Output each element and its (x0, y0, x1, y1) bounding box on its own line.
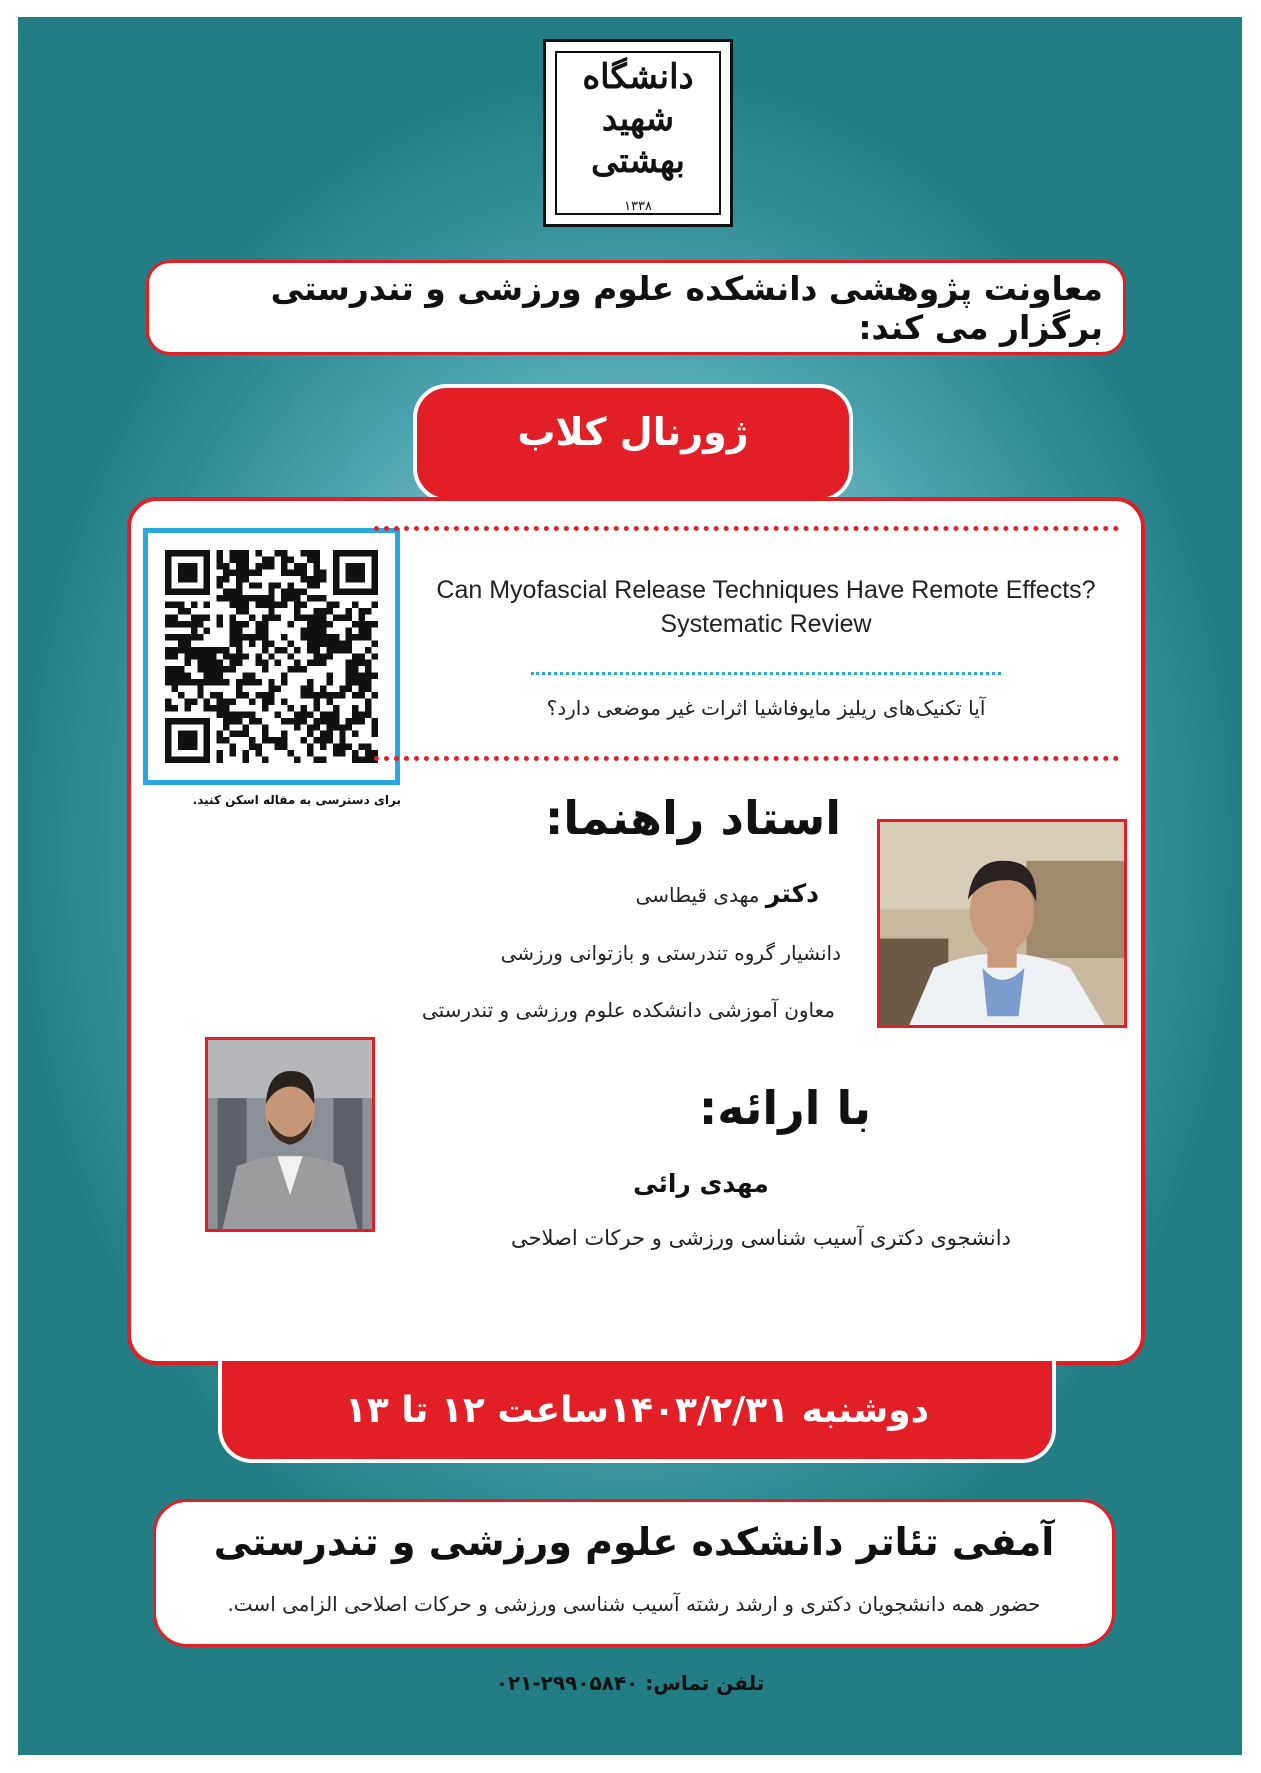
event-type-label: ژورنال کلاب (517, 410, 749, 454)
presenter-name: مهدی رائی (633, 1169, 769, 1198)
date-bar (218, 1361, 1056, 1463)
contact-line (18, 1671, 1242, 1695)
divider-bottom (374, 756, 1119, 761)
article-title-en-line2: Systematic Review (660, 610, 872, 638)
date-text: دوشنبه ۱۴۰۳/۲/۳۱ساعت ۱۲ تا ۱۳ (344, 1389, 930, 1431)
contact-label: تلفن تماس: (645, 1671, 765, 1695)
contact-phone[interactable]: ۰۲۱-۲۹۹۰۵۸۴۰ (495, 1671, 639, 1695)
article-title-en-line1: Can Myofascial Release Techniques Have Remote Effects? (436, 576, 1096, 604)
presenter-photo (205, 1037, 375, 1232)
main-card (127, 497, 1145, 1365)
university-logo (543, 39, 733, 227)
supervisor-heading: استاد راهنما: (544, 791, 841, 845)
event-type-tab (413, 384, 853, 502)
venue-title: آمفی تئاتر دانشکده علوم ورزشی و تندرستی (213, 1520, 1055, 1564)
supervisor-title-prefix: دکتر (765, 879, 819, 908)
article-title-en (421, 573, 1111, 641)
logo-text (546, 56, 730, 182)
presenter-photo-icon (208, 1040, 372, 1229)
article-title-fa: آیا تکنیک‌های ریلیز مایوفاشیا اثرات غیر موضعی دارد؟ (546, 696, 986, 720)
logo-line-1: دانشگاه (582, 57, 694, 97)
header-text: معاونت پژوهشی دانشکده علوم ورزشی و تندرستی برگزار می کند: (270, 268, 1103, 347)
qr-code-icon[interactable] (165, 550, 378, 763)
poster (18, 17, 1242, 1755)
supervisor-name: مهدی قیطاسی (635, 883, 760, 907)
header-box (146, 260, 1126, 355)
logo-line-3: بهشتی (590, 141, 686, 181)
supervisor-role-2: معاون آموزشی دانشکده علوم ورزشی و تندرستی (421, 998, 835, 1022)
qr-caption: برای دسترسی به مقاله اسکن کنید. (192, 793, 401, 807)
divider-middle (531, 672, 1001, 675)
supervisor-photo (877, 819, 1127, 1028)
logo-year: ۱۳۳۸ (624, 199, 652, 214)
venue-note: حضور همه دانشجویان دکتری و ارشد رشته آسیب شناسی ورزشی و حرکات اصلاحی الزامی است. (227, 1592, 1041, 1616)
supervisor-photo-icon (880, 822, 1124, 1025)
supervisor-role-1: دانشیار گروه تندرستی و بازتوانی ورزشی (500, 941, 841, 965)
presenter-heading: با ارائه: (698, 1081, 871, 1135)
supervisor-name-line (636, 879, 819, 908)
logo-line-2: شهید (601, 99, 675, 139)
qr-code-frame[interactable] (143, 528, 400, 785)
divider-top (374, 526, 1119, 531)
venue-box (153, 1499, 1115, 1647)
presenter-role: دانشجوی دکتری آسیب شناسی ورزشی و حرکات اصلاحی (511, 1226, 1011, 1250)
